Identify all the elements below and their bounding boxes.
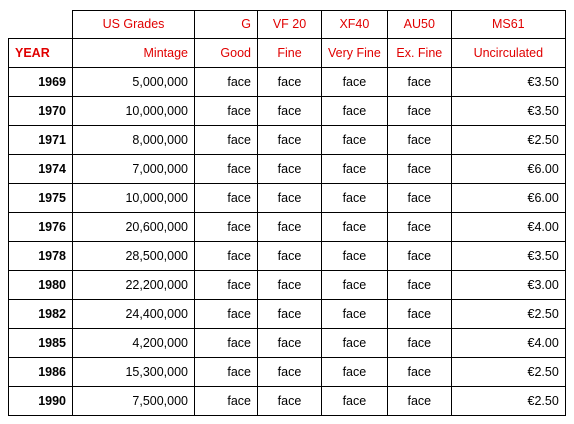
uncirculated-cell: €4.00 — [451, 213, 565, 242]
ex-fine-header: Ex. Fine — [387, 39, 451, 68]
uncirculated-cell: €2.50 — [451, 358, 565, 387]
uncirculated-cell: €3.00 — [451, 271, 565, 300]
good-header: Good — [195, 39, 258, 68]
good-cell: face — [195, 68, 258, 97]
year-cell: 1986 — [9, 358, 73, 387]
fine-cell: face — [258, 271, 322, 300]
uncirculated-cell: €3.50 — [451, 68, 565, 97]
table-body — [9, 11, 566, 416]
table-row — [9, 184, 566, 213]
mintage-cell: 10,000,000 — [73, 184, 195, 213]
ex-fine-cell: face — [387, 271, 451, 300]
fine-cell: face — [258, 97, 322, 126]
mintage-cell: 7,500,000 — [73, 387, 195, 416]
fine-cell: face — [258, 184, 322, 213]
mintage-cell: 24,400,000 — [73, 300, 195, 329]
mintage-header: Mintage — [73, 39, 195, 68]
ex-fine-cell: face — [387, 184, 451, 213]
very-fine-cell: face — [322, 126, 388, 155]
mintage-cell: 7,000,000 — [73, 155, 195, 184]
blank-corner-cell — [9, 11, 73, 39]
mintage-cell: 28,500,000 — [73, 242, 195, 271]
table-row — [9, 271, 566, 300]
fine-cell: face — [258, 358, 322, 387]
fine-cell: face — [258, 68, 322, 97]
ex-fine-cell: face — [387, 242, 451, 271]
year-cell: 1974 — [9, 155, 73, 184]
very-fine-cell: face — [322, 68, 388, 97]
very-fine-cell: face — [322, 358, 388, 387]
very-fine-cell: face — [322, 184, 388, 213]
fine-cell: face — [258, 242, 322, 271]
good-cell: face — [195, 242, 258, 271]
very-fine-cell: face — [322, 155, 388, 184]
header-row-labels — [9, 39, 566, 68]
very-fine-cell: face — [322, 300, 388, 329]
year-cell: 1985 — [9, 329, 73, 358]
year-cell: 1971 — [9, 126, 73, 155]
fine-header: Fine — [258, 39, 322, 68]
table-row — [9, 97, 566, 126]
uncirculated-cell: €6.00 — [451, 155, 565, 184]
table-row — [9, 242, 566, 271]
grade-vf-header: VF 20 — [258, 11, 322, 39]
year-cell: 1970 — [9, 97, 73, 126]
ex-fine-cell: face — [387, 329, 451, 358]
good-cell: face — [195, 358, 258, 387]
table-row — [9, 126, 566, 155]
mintage-cell: 22,200,000 — [73, 271, 195, 300]
year-header: YEAR — [9, 39, 73, 68]
mintage-cell: 10,000,000 — [73, 97, 195, 126]
fine-cell: face — [258, 126, 322, 155]
year-cell: 1982 — [9, 300, 73, 329]
grade-g-header: G — [195, 11, 258, 39]
year-cell: 1980 — [9, 271, 73, 300]
uncirculated-cell: €2.50 — [451, 126, 565, 155]
very-fine-cell: face — [322, 271, 388, 300]
uncirculated-cell: €4.00 — [451, 329, 565, 358]
fine-cell: face — [258, 213, 322, 242]
good-cell: face — [195, 213, 258, 242]
table-row — [9, 358, 566, 387]
good-cell: face — [195, 184, 258, 213]
uncirculated-cell: €3.50 — [451, 242, 565, 271]
table-row — [9, 68, 566, 97]
very-fine-cell: face — [322, 329, 388, 358]
mintage-cell: 20,600,000 — [73, 213, 195, 242]
good-cell: face — [195, 155, 258, 184]
year-cell: 1969 — [9, 68, 73, 97]
uncirculated-header: Uncirculated — [451, 39, 565, 68]
very-fine-cell: face — [322, 97, 388, 126]
mintage-cell: 5,000,000 — [73, 68, 195, 97]
uncirculated-cell: €3.50 — [451, 97, 565, 126]
good-cell: face — [195, 97, 258, 126]
ex-fine-cell: face — [387, 213, 451, 242]
very-fine-cell: face — [322, 213, 388, 242]
ex-fine-cell: face — [387, 68, 451, 97]
table-row — [9, 213, 566, 242]
grade-au-header: AU50 — [387, 11, 451, 39]
table-row — [9, 329, 566, 358]
very-fine-header: Very Fine — [322, 39, 388, 68]
ex-fine-cell: face — [387, 155, 451, 184]
ex-fine-cell: face — [387, 358, 451, 387]
mintage-cell: 8,000,000 — [73, 126, 195, 155]
uncirculated-cell: €2.50 — [451, 387, 565, 416]
year-cell: 1990 — [9, 387, 73, 416]
uncirculated-cell: €2.50 — [451, 300, 565, 329]
header-row-grades — [9, 11, 566, 39]
very-fine-cell: face — [322, 242, 388, 271]
mintage-cell: 15,300,000 — [73, 358, 195, 387]
fine-cell: face — [258, 329, 322, 358]
mintage-cell: 4,200,000 — [73, 329, 195, 358]
good-cell: face — [195, 300, 258, 329]
very-fine-cell: face — [322, 387, 388, 416]
ex-fine-cell: face — [387, 126, 451, 155]
coin-price-table — [8, 10, 566, 416]
table-row — [9, 155, 566, 184]
fine-cell: face — [258, 155, 322, 184]
ex-fine-cell: face — [387, 97, 451, 126]
year-cell: 1978 — [9, 242, 73, 271]
grade-ms-header: MS61 — [451, 11, 565, 39]
good-cell: face — [195, 271, 258, 300]
year-cell: 1976 — [9, 213, 73, 242]
good-cell: face — [195, 387, 258, 416]
uncirculated-cell: €6.00 — [451, 184, 565, 213]
ex-fine-cell: face — [387, 387, 451, 416]
fine-cell: face — [258, 387, 322, 416]
grade-xf-header: XF40 — [322, 11, 388, 39]
year-cell: 1975 — [9, 184, 73, 213]
ex-fine-cell: face — [387, 300, 451, 329]
table-row — [9, 300, 566, 329]
us-grades-header: US Grades — [73, 11, 195, 39]
table-row — [9, 387, 566, 416]
good-cell: face — [195, 329, 258, 358]
good-cell: face — [195, 126, 258, 155]
fine-cell: face — [258, 300, 322, 329]
